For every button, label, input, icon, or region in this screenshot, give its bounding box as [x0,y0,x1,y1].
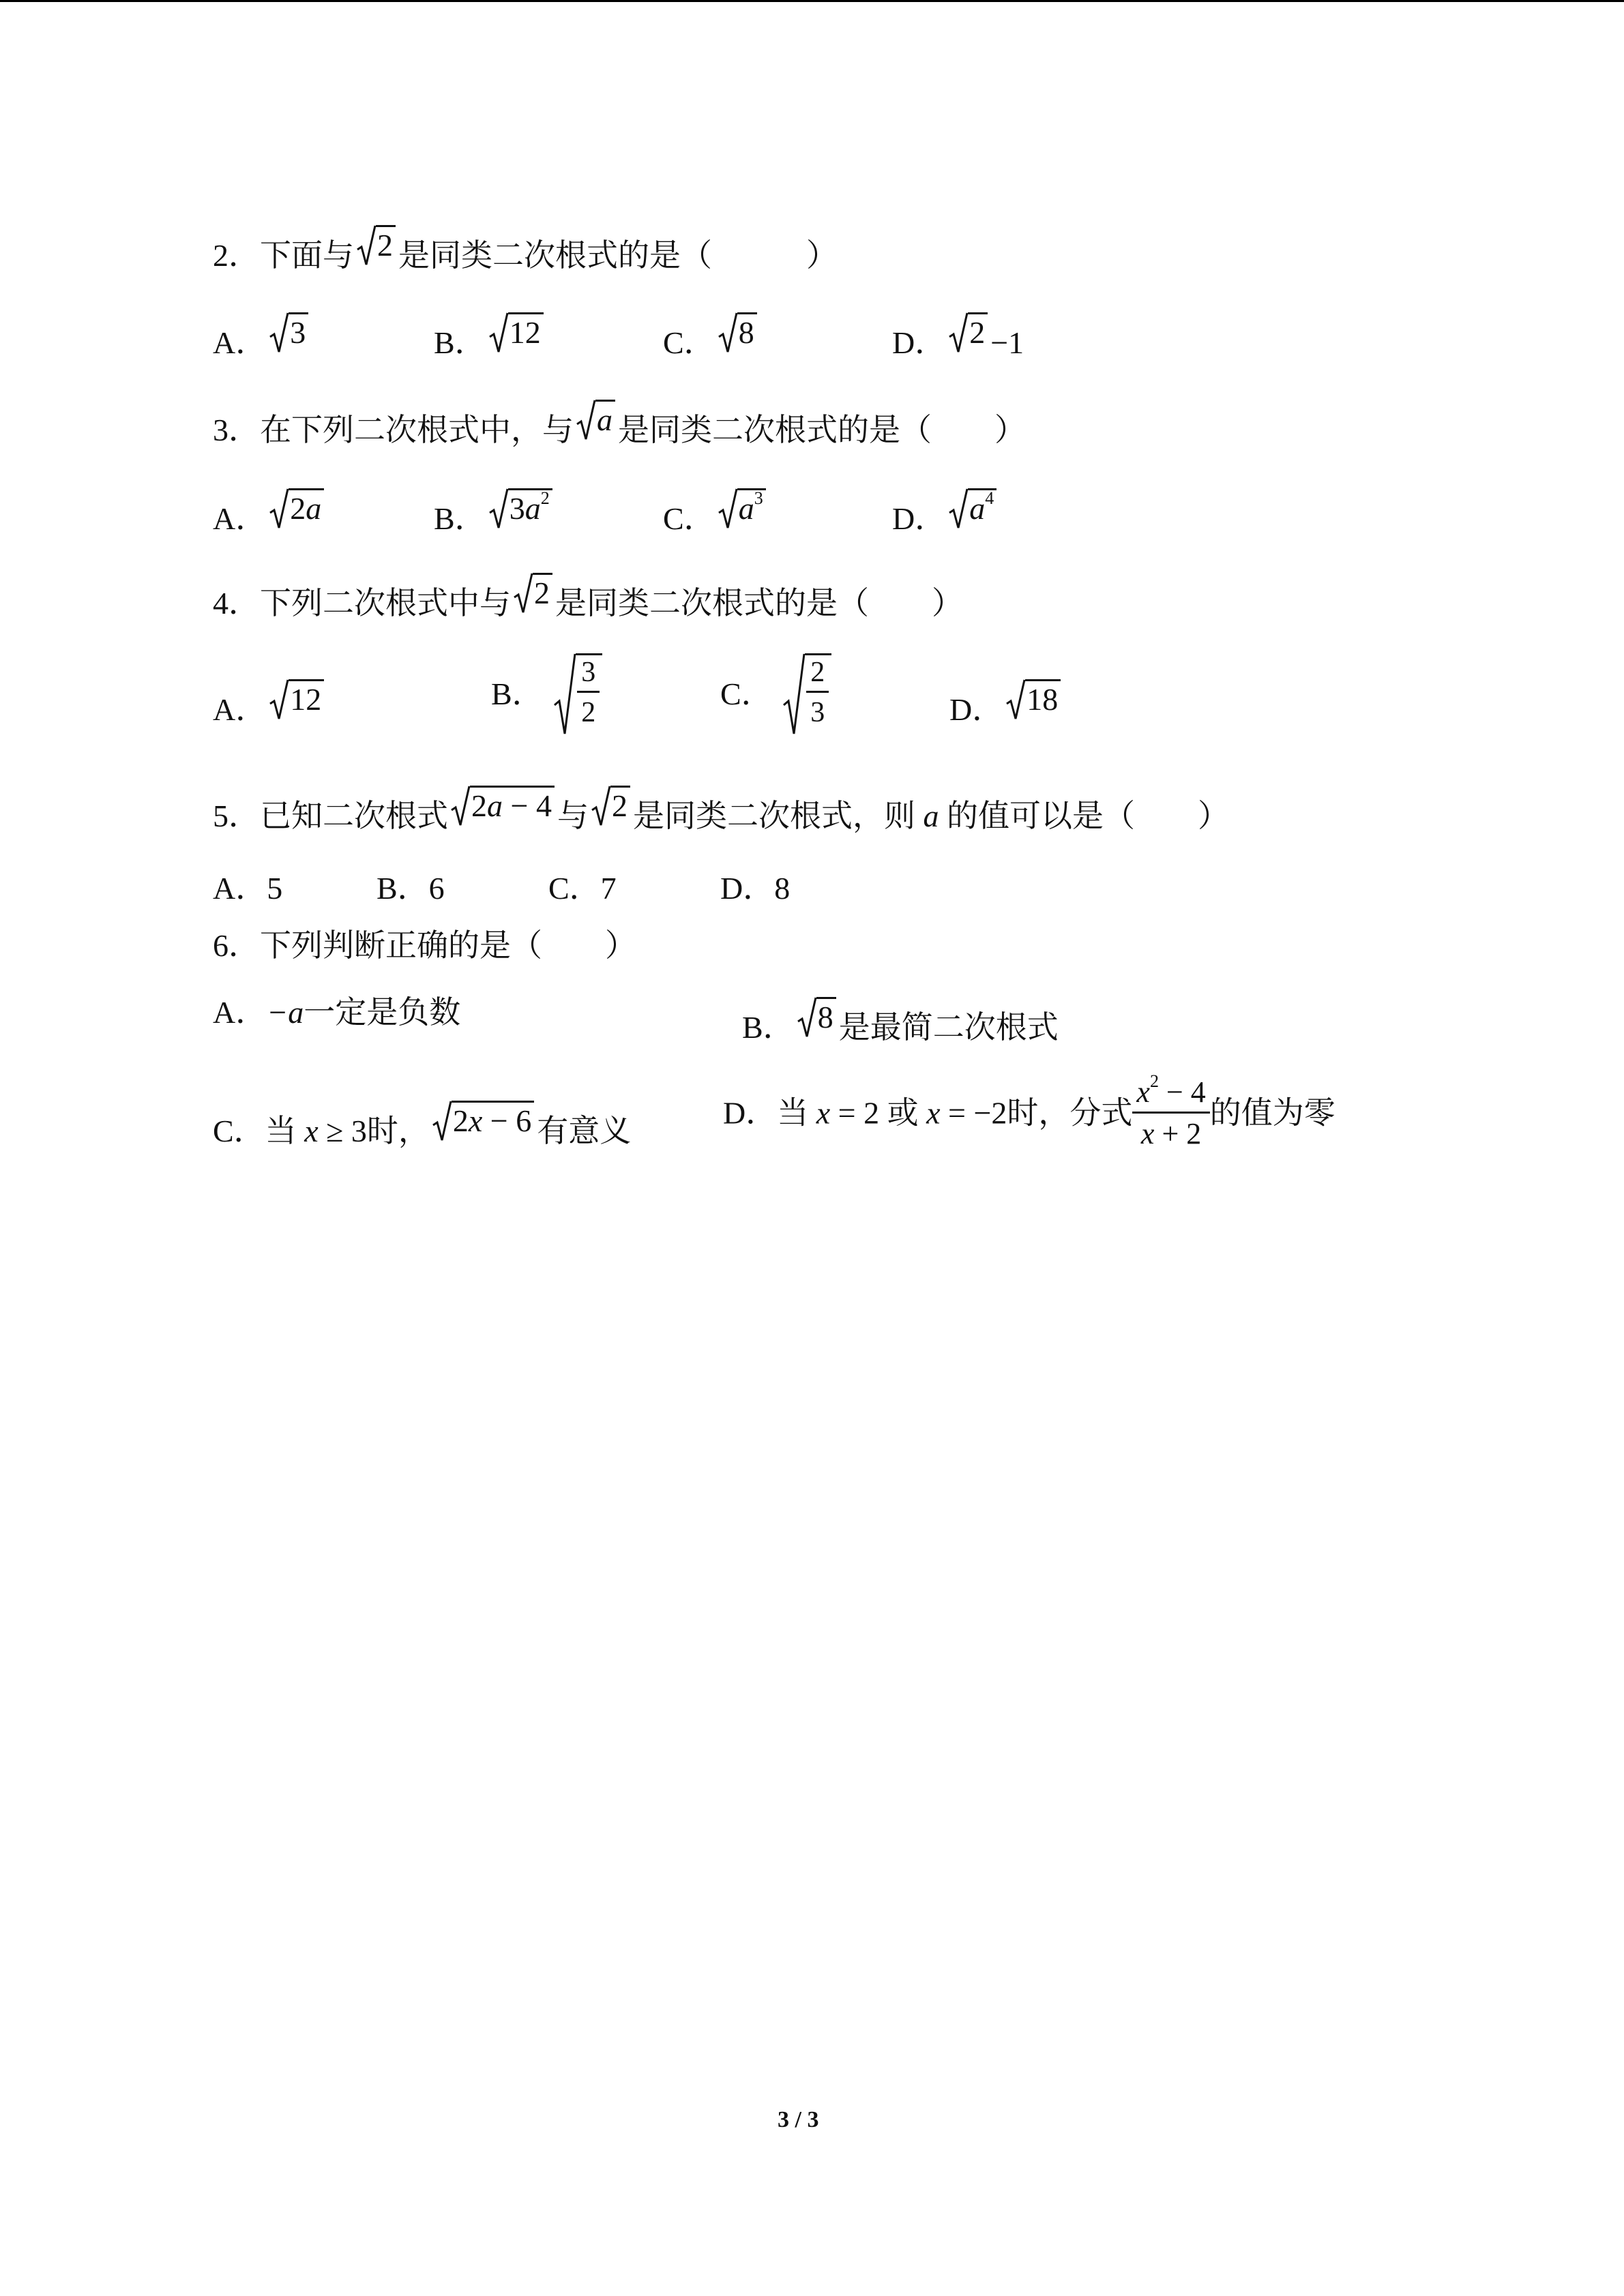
q4-option-a: A． 12 [213,679,327,726]
q3-option-d: D． $a^4$ [892,488,999,535]
q5-option-a: A．5 [213,871,283,906]
q2-option-b: B． 12 [434,312,546,359]
q6-option-a: A．−a一定是负数 [213,995,461,1030]
question-6-stem: 6．下列判断正确的是（ ） [213,928,636,963]
question-5-stem: 5．已知二次根式 2a − 4 与 2 是同类二次根式，则 a 的值可以是（ ） [213,786,1229,832]
q2-option-a: A． 3 [213,312,311,359]
q3-option-c: C． $a^3$ [663,488,769,535]
q5-option-b: B．6 [377,871,445,906]
q2-option-d: D． 2 −1 [892,312,1024,359]
question-3-stem: 3．在下列二次根式中，与 a 是同类二次根式的是（ ） [213,400,1026,446]
question-2-stem: 2．下面与 2 是同类二次根式的是（ ） [213,225,838,271]
q3-option-a: A． 2a [213,488,327,535]
q6-option-b: B． 8 是最简二次根式 [742,997,1059,1043]
page-number: 3 / 3 [778,2107,819,2132]
q6-option-c: C．当 x ≥ 3时， 2x − 6 有意义 [213,1101,631,1147]
q4-option-c: C． $\frac{2}{3}$ [720,653,834,735]
q6-option-d: D．当 x = 2 或 x = −2时，分式 $\frac{x^2 - 4}{x + 2}$ 的值为零 [723,1071,1335,1150]
q5-option-d: D．8 [720,871,791,906]
question-4-stem: 4．下列二次根式中与 2 是同类二次根式的是（ ） [213,573,963,619]
q2-option-c: C． 8 [663,312,760,359]
q4-option-b: B． $\frac{3}{2}$ [491,653,605,735]
q3-option-b: B． $3a^2$ [434,488,555,535]
top-border [0,0,1624,2]
q5-option-c: C．7 [548,871,617,906]
q4-option-d: D． 18 [949,679,1063,726]
